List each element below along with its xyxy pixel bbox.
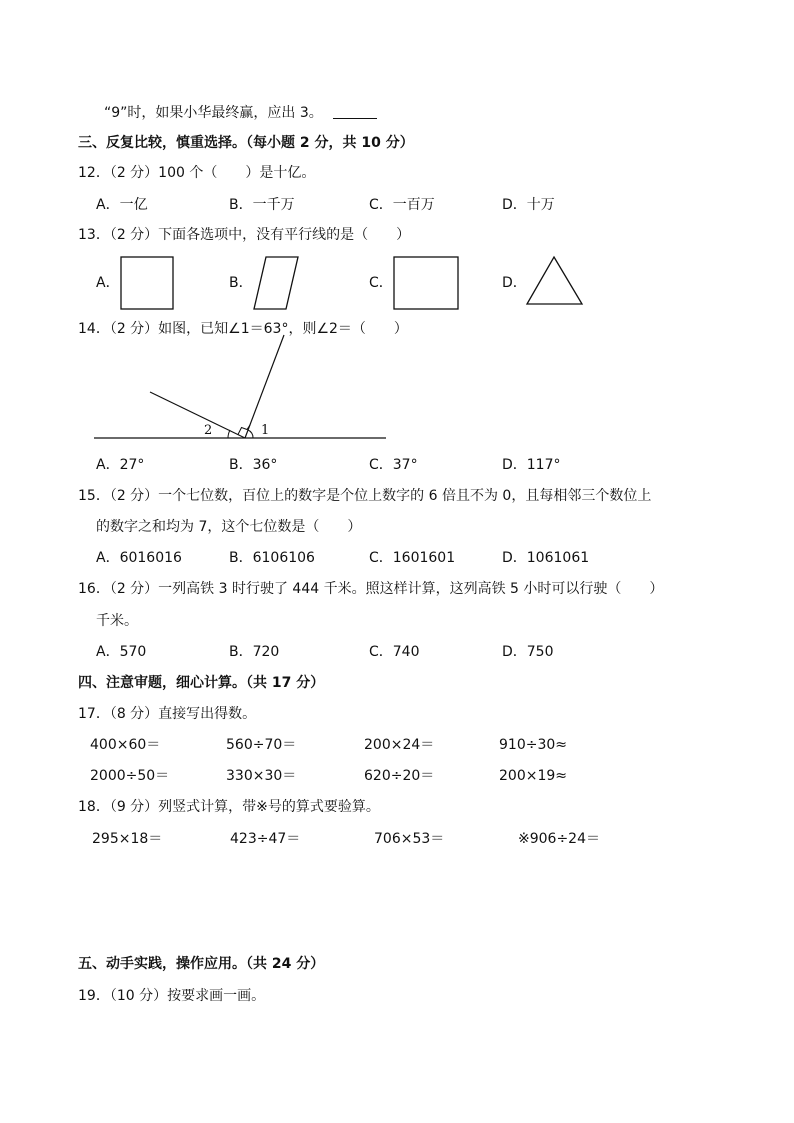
intro-line [104, 103, 377, 123]
q17-calc-4: 910÷30≈ [499, 737, 567, 753]
q15-option-d[interactable]: D．1061061 [502, 550, 590, 566]
q18-calc-4: ※906÷24＝ [518, 831, 600, 847]
q13-option-a[interactable]: A． [96, 275, 120, 291]
rectangle-icon [392, 255, 460, 311]
q15-option-a[interactable]: A．6016016 [96, 550, 182, 566]
q15-text-line1: 15．（2 分）一个七位数，百位上的数字是个位上数字的 6 倍且不为 0，且每相邻三个数位上 [78, 488, 652, 504]
q14-option-b[interactable]: B．36° [229, 457, 278, 473]
q16-text-line1: 16．（2 分）一列高铁 3 时行驶了 444 千米。照这样计算，这列高铁 5 小时可以行驶（ ） [78, 581, 664, 597]
q15-option-b[interactable]: B．6106106 [229, 550, 315, 566]
q16-option-b[interactable]: B．720 [229, 644, 280, 660]
q13-option-b[interactable]: B． [229, 275, 253, 291]
angle-1-label: 1 [261, 423, 270, 438]
q16-option-d[interactable]: D．750 [502, 644, 554, 660]
answer-blank[interactable] [333, 104, 377, 119]
q17-calc-7: 620÷20＝ [364, 768, 435, 784]
q14-text: 14．（2 分）如图，已知∠1＝63°，则∠2＝（ ） [78, 321, 408, 337]
q12-option-d[interactable]: D．十万 [502, 197, 555, 213]
q17-calc-2: 560÷70＝ [226, 737, 297, 753]
q17-calc-8: 200×19≈ [499, 768, 567, 784]
triangle-icon [525, 255, 585, 307]
q14-option-a[interactable]: A．27° [96, 457, 145, 473]
q16-option-c[interactable]: C．740 [369, 644, 420, 660]
q17-calc-3: 200×24＝ [364, 737, 435, 753]
q17-text: 17．（8 分）直接写出得数。 [78, 706, 257, 722]
q18-calc-3: 706×53＝ [374, 831, 445, 847]
section3-title: 三、反复比较，慎重选择。（每小题 2 分，共 10 分） [78, 135, 414, 151]
square-icon [119, 255, 177, 311]
q17-calc-6: 330×30＝ [226, 768, 297, 784]
angle-1-arc [248, 430, 253, 438]
q17-calc-5: 2000÷50＝ [90, 768, 170, 784]
q14-option-d[interactable]: D．117° [502, 457, 561, 473]
q14-option-c[interactable]: C．37° [369, 457, 418, 473]
q16-text-line2: 千米。 [96, 613, 138, 629]
q12-option-b[interactable]: B．一千万 [229, 197, 295, 213]
q12-text: 12．（2 分）100 个（ ）是十亿。 [78, 165, 316, 181]
q18-calc-2: 423÷47＝ [230, 831, 301, 847]
left-ray [150, 392, 245, 438]
q17-calc-1: 400×60＝ [90, 737, 161, 753]
q18-text: 18．（9 分）列竖式计算，带※号的算式要验算。 [78, 799, 380, 815]
q13-option-c[interactable]: C． [369, 275, 393, 291]
q18-calc-1: 295×18＝ [92, 831, 163, 847]
angle-2-label: 2 [204, 423, 213, 438]
parallelogram-icon [252, 255, 300, 311]
q16-option-a[interactable]: A．570 [96, 644, 147, 660]
q13-text: 13．（2 分）下面各选项中，没有平行线的是（ ） [78, 227, 411, 243]
q12-option-c[interactable]: C．一百万 [369, 197, 435, 213]
section4-title: 四、注意审题，细心计算。（共 17 分） [78, 675, 325, 691]
angle-2-arc [228, 430, 230, 438]
section5-title: 五、动手实践，操作应用。（共 24 分） [78, 956, 325, 972]
q15-text-line2: 的数字之和均为 7，这个七位数是（ ） [96, 519, 362, 535]
q15-option-c[interactable]: C．1601601 [369, 550, 456, 566]
intro-text: “9”时，如果小华最终赢，应出 3。 [104, 105, 323, 121]
q12-option-a[interactable]: A．一亿 [96, 197, 148, 213]
angle-figure [90, 330, 390, 445]
q13-option-d[interactable]: D． [502, 275, 527, 291]
q19-text: 19．（10 分）按要求画一画。 [78, 988, 266, 1004]
